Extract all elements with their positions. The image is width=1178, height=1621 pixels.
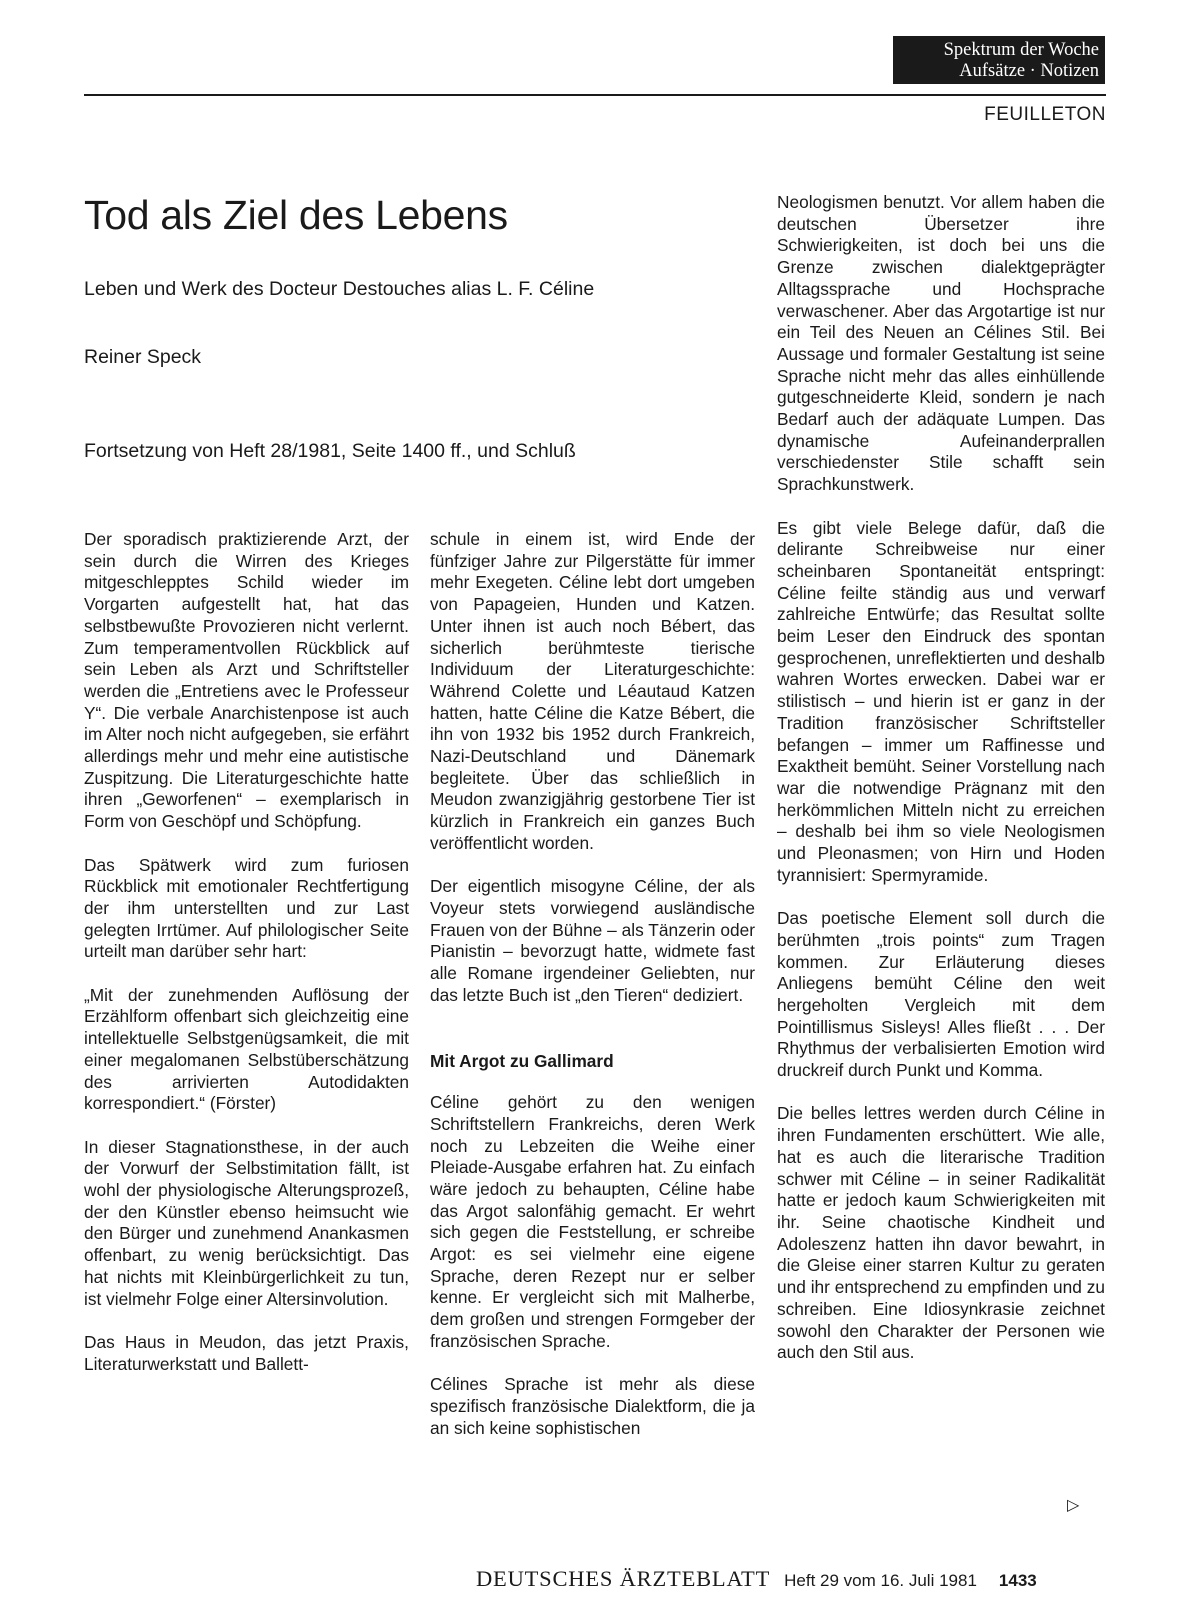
article-author: Reiner Speck bbox=[84, 346, 202, 368]
article-title: Tod als Ziel des Lebens bbox=[84, 192, 508, 238]
paragraph: Das Spätwerk wird zum furiosen Rückblick mit emotionaler Rechtfertigung der ihm unterstellten und zur Last gelegten Irrtümer. Auf philologischer Seite urteilt man darüber sehr hart: bbox=[84, 854, 409, 962]
text-column-1 bbox=[84, 529, 409, 1375]
paragraph: Die belles lettres werden durch Céline in ihren Fundamenten erschüttert. Wie alle, hat es auch die literarische Tradition schwer mit Céline – in seiner Radikalität hatte er jedoch kaum Schwierigkeiten mit ihr. Seine chaotische Kindheit und Adoleszenz hatten ihn davor bewahrt, in die Gleise einer starren Kultur zu geraten und ihr entsprechend zu empfinden und zu schreiben. Eine Idiosynkrasie zeichnet sowohl den Charakter der Personen wie auch den Stil aus. bbox=[777, 1103, 1105, 1363]
paragraph: Célines Sprache ist mehr als diese spezifisch französische Dialektform, die ja an sich keine sophistischen bbox=[430, 1374, 755, 1438]
paragraph: Neologismen benutzt. Vor allem haben die deutschen Übersetzer ihre Schwierigkeiten, ist doch bei uns die Grenze zwischen dialektgeprägter Alltagssprache und Hochsprache verwaschener. Aber das Argotartige ist nur ein Teil des Neuen an Célines Stil. Bei Aussage und formaler Gestaltung ist seine Sprache nicht mehr das alles einhüllende gutgeschneiderte Kleid, sondern je nach Bedarf auch der adäquate Lumpen. Das dynamische Aufeinanderprallen verschiedenster Stile schafft sein Sprachkunstwerk. bbox=[777, 192, 1105, 495]
badge-line-2: Aufsätze · Notizen bbox=[959, 61, 1099, 81]
paragraph: In dieser Stagnationsthese, in der auch der Vorwurf der Selbstimitation fällt, ist wohl der physiologische Alterungsprozeß, der den Künstler ebenso heimsucht wie den Bürger und zunehmend Anankasmen offenbart, zu wenig berücksichtigt. Das hat nichts mit Kleinbürgerlichkeit zu tun, ist vielmehr Folge einer Altersinvolution. bbox=[84, 1136, 409, 1309]
paragraph: schule in einem ist, wird Ende der fünfziger Jahre zur Pilgerstätte für immer mehr Exegeten. Céline lebt dort umgeben von Papageien, Hunden und Katzen. Unter ihnen ist auch noch Bébert, das sicherlich berühmteste tierische Individuum der Literaturgeschichte: Während Colette und Léautaud Katzen hatten, hatte Céline die Katze Bébert, die ihn von 1932 bis 1952 durch Frankreich, Nazi-Deutschland und Dänemark begleitete. Über das schließlich in Meudon zwanzigjährig gestorbene Tier ist kürzlich in Frankreich ein ganzes Buch veröffentlicht worden. bbox=[430, 529, 755, 853]
journal-name: DEUTSCHES ÄRZTEBLATT bbox=[476, 1566, 771, 1591]
section-badge bbox=[893, 36, 1105, 84]
continue-arrow-icon: ▷ bbox=[1067, 1497, 1080, 1514]
header-rule bbox=[84, 94, 1106, 96]
paragraph: Der eigentlich misogyne Céline, der als Voyeur stets vorwiegend ausländische Frauen von der Bühne – als Tänzerin oder Pianistin – bevorzugt hatte, widmete fast alle Romane irgendeiner Geliebten, nur das letzte Buch ist „den Tieren“ dediziert. bbox=[430, 876, 755, 1005]
article-subtitle: Leben und Werk des Docteur Destouches alias L. F. Céline bbox=[84, 278, 595, 300]
section-label: FEUILLETON bbox=[984, 104, 1106, 125]
paragraph: Céline gehört zu den wenigen Schriftstellern Frankreichs, deren Werk noch zu Lebzeiten die Weihe einer Pleiade-Ausgabe erfahren hat. Zu einfach wäre jedoch zu behaupten, Céline habe das Argot salonfähig gemacht. Er wehrt sich gegen die Feststellung, er schreibe Argot: es sei vielmehr eine eigene Sprache, deren Rezept nur er selber kenne. Er vergleicht sich mit Malherbe, dem großen und strengen Formgeber der französischen Sprache. bbox=[430, 1092, 755, 1351]
page-number: 1433 bbox=[998, 1571, 1037, 1590]
page-footer bbox=[476, 1566, 1037, 1592]
paragraph: Der sporadisch praktizierende Arzt, der sein durch die Wirren des Krieges mitgeschlepptes Schild wieder im Vorgarten aufgestellt hat, hat das selbstbewußte Provozieren nicht verlernt. Zum temperamentvollen Rückblick auf sein Leben als Arzt und Schriftsteller werden die „Entretiens avec le Professeur Y“. Die verbale Anarchistenpose ist auch im Alter noch nicht aufgegeben, sie erfährt allerdings mehr und mehr eine autistische Zuspitzung. Die Literaturgeschichte hatte ihren „Geworfenen“ – exemplarisch in Form von Geschöpf und Schöpfung. bbox=[84, 529, 409, 832]
quote-paragraph: „Mit der zunehmenden Auflösung der Erzählform offenbart sich gleichzeitig eine intellektuelle Selbstgenügsamkeit, die mit einer megalomanen Selbstüberschätzung des arrivierten Autodidakten korrespondiert.“ (Förster) bbox=[84, 984, 409, 1114]
paragraph: Das Haus in Meudon, das jetzt Praxis, Literaturwerkstatt und Ballett- bbox=[84, 1331, 409, 1374]
section-subheading: Mit Argot zu Gallimard bbox=[430, 1051, 614, 1072]
issue-info: Heft 29 vom 16. Juli 1981 bbox=[784, 1571, 977, 1590]
continuation-note: Fortsetzung von Heft 28/1981, Seite 1400 ff., und Schluß bbox=[84, 440, 576, 462]
paragraph: Das poetische Element soll durch die berühmten „trois points“ zum Tragen kommen. Zur Erläuterung dieses Anliegens bemüht Céline den weit hergeholten Vergleich mit dem Pointillismus Sisleys! Alles fließt . . . Der Rhythmus der verbalisierten Emotion wird druckreif durch Punkt und Komma. bbox=[777, 908, 1105, 1081]
badge-line-1: Spektrum der Woche bbox=[943, 40, 1099, 60]
paragraph: Es gibt viele Belege dafür, daß die delirante Schreibweise nur einer scheinbaren Spontaneität entspringt: Céline feilte ständig aus und verwarf zahlreiche Entwürfe; das Resultat sollte beim Leser den Eindruck des spontan gesprochenen, unreflektierten und deshalb wahren Wortes erwecken. Dabei war er stilistisch – und hierin ist er ganz in der Tradition französischer Schriftsteller befangen – immer um Raffinesse und Exaktheit bemüht. Seiner Vorstellung nach war die notwendige Prägnanz mit den herkömmlichen Mitteln nicht zu erreichen – deshalb bei ihm so viele Neologismen und Pleonasmen; von Hirn und Hoden tyrannisiert: Spermyramide. bbox=[777, 517, 1105, 885]
text-column-2 bbox=[430, 529, 755, 1439]
text-column-3 bbox=[777, 192, 1105, 1364]
